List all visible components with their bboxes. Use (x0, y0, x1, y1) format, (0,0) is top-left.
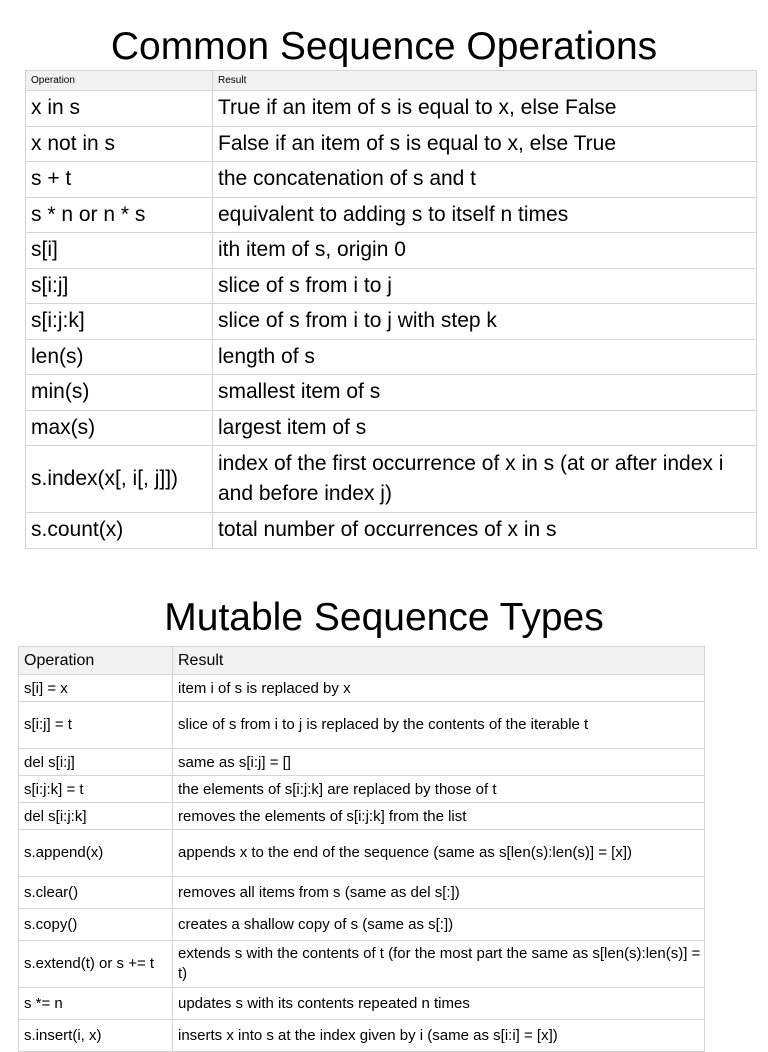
table-row (26, 513, 757, 549)
result-cell: item i of s is replaced by x (173, 675, 705, 702)
operation-cell: s.insert(i, x) (19, 1020, 173, 1052)
result-cell: total number of occurrences of x in s (213, 513, 757, 549)
header-operation: Operation (19, 647, 173, 675)
mutable-sequence-types-table (18, 646, 705, 1052)
table-row (26, 446, 757, 513)
table-header-row (26, 71, 757, 91)
operation-cell: s[i] = x (19, 675, 173, 702)
operation-cell: del s[i:j:k] (19, 803, 173, 830)
table-row (19, 749, 705, 776)
table-row (26, 126, 757, 162)
header-result: Result (213, 71, 757, 91)
table-row (26, 410, 757, 446)
table-row (26, 233, 757, 269)
table-row (19, 941, 705, 988)
result-cell: updates s with its contents repeated n times (173, 988, 705, 1020)
table-row (19, 909, 705, 941)
result-cell: same as s[i:j] = [] (173, 749, 705, 776)
table-row (26, 339, 757, 375)
result-cell: removes the elements of s[i:j:k] from the list (173, 803, 705, 830)
operation-cell: s.index(x[, i[, j]]) (26, 446, 213, 513)
section1-title: Common Sequence Operations (110, 25, 658, 68)
operation-cell: len(s) (26, 339, 213, 375)
operation-cell: s[i:j:k] = t (19, 776, 173, 803)
common-sequence-operations-table (25, 70, 757, 549)
table-row (26, 197, 757, 233)
result-cell: the concatenation of s and t (213, 162, 757, 198)
operation-cell: s.extend(t) or s += t (19, 941, 173, 988)
header-result: Result (173, 647, 705, 675)
operation-cell: x not in s (26, 126, 213, 162)
operation-cell: s + t (26, 162, 213, 198)
result-cell: equivalent to adding s to itself n times (213, 197, 757, 233)
table-row (19, 988, 705, 1020)
operation-cell: min(s) (26, 375, 213, 411)
table-row (19, 1020, 705, 1052)
result-cell: largest item of s (213, 410, 757, 446)
table-row (19, 877, 705, 909)
operation-cell: s *= n (19, 988, 173, 1020)
section2-title: Mutable Sequence Types (164, 596, 604, 639)
result-cell: False if an item of s is equal to x, else True (213, 126, 757, 162)
table-row (19, 702, 705, 749)
operation-cell: s[i:j] (26, 268, 213, 304)
header-operation: Operation (26, 71, 213, 91)
operation-cell: x in s (26, 91, 213, 127)
table-row (19, 803, 705, 830)
result-cell: length of s (213, 339, 757, 375)
result-cell: extends s with the contents of t (for the most part the same as s[len(s):len(s)] = t) (173, 941, 705, 988)
result-cell: slice of s from i to j (213, 268, 757, 304)
table-row (19, 675, 705, 702)
table-row (26, 304, 757, 340)
operation-cell: s.append(x) (19, 830, 173, 877)
result-cell: removes all items from s (same as del s[:]) (173, 877, 705, 909)
result-cell: smallest item of s (213, 375, 757, 411)
table-row (26, 91, 757, 127)
operation-cell: s * n or n * s (26, 197, 213, 233)
result-cell: slice of s from i to j is replaced by the contents of the iterable t (173, 702, 705, 749)
result-cell: True if an item of s is equal to x, else False (213, 91, 757, 127)
result-cell: the elements of s[i:j:k] are replaced by those of t (173, 776, 705, 803)
operation-cell: s.clear() (19, 877, 173, 909)
operation-cell: s[i:j] = t (19, 702, 173, 749)
result-cell: slice of s from i to j with step k (213, 304, 757, 340)
operation-cell: s.count(x) (26, 513, 213, 549)
operation-cell: s[i:j:k] (26, 304, 213, 340)
table-row (26, 375, 757, 411)
table-header-row (19, 647, 705, 675)
result-cell: ith item of s, origin 0 (213, 233, 757, 269)
table-row (26, 162, 757, 198)
result-cell: inserts x into s at the index given by i (same as s[i:i] = [x]) (173, 1020, 705, 1052)
operation-cell: s[i] (26, 233, 213, 269)
table-row (26, 268, 757, 304)
operation-cell: s.copy() (19, 909, 173, 941)
table-row (19, 830, 705, 877)
operation-cell: del s[i:j] (19, 749, 173, 776)
operation-cell: max(s) (26, 410, 213, 446)
table-row (19, 776, 705, 803)
result-cell: index of the first occurrence of x in s (at or after index i and before index j) (213, 446, 757, 513)
result-cell: appends x to the end of the sequence (same as s[len(s):len(s)] = [x]) (173, 830, 705, 877)
result-cell: creates a shallow copy of s (same as s[:]) (173, 909, 705, 941)
